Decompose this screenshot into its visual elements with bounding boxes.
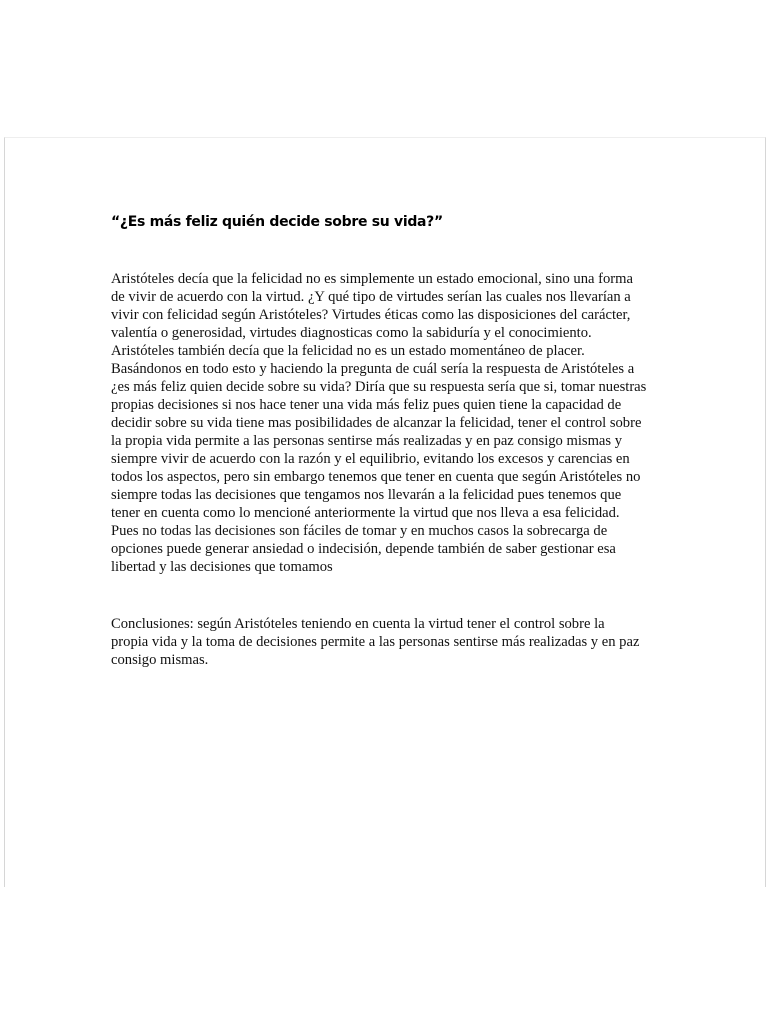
paragraph-line: todos los aspectos, pero sin embargo tenemos que tener en cuenta que según Aristóteles no [111,469,641,485]
conclusion-paragraph [111,615,678,669]
paragraph-line: valentía o generosidad, virtudes diagnosticas como la sabiduría y el conocimiento. [111,325,592,341]
main-paragraph [111,270,678,576]
paragraph-line: decidir sobre su vida tiene mas posibilidades de alcanzar la felicidad, tener el control sobre [111,415,642,431]
paragraph-line: libertad y las decisiones que tomamos [111,559,333,575]
paragraph-line: la propia vida permite a las personas sentirse más realizadas y en paz consigo mismas y [111,433,623,449]
paragraph-line: Aristóteles decía que la felicidad no es simplemente un estado emocional, sino una forma [111,271,633,287]
conclusion-line: consigo mismas. [111,652,209,668]
paragraph-line: siempre todas las decisiones que tengamos nos llevarán a la felicidad pues tenemos que [111,487,622,503]
conclusion-line: Conclusiones: según Aristóteles teniendo en cuenta la virtud tener el control sobre la [111,616,605,632]
paragraph-line: ¿es más feliz quien decide sobre su vida? Diría que su respuesta sería que si, tomar nuestras [111,379,647,395]
paragraph-line: de vivir de acuerdo con la virtud. ¿Y qué tipo de virtudes serían las cuales nos llevarían a [111,289,631,305]
document-title: “¿Es más feliz quién decide sobre su vida?” [111,214,443,230]
conclusion-line: propia vida y la toma de decisiones permite a las personas sentirse más realizadas y en paz [111,634,640,650]
paragraph-line: Pues no todas las decisiones son fáciles de tomar y en muchos casos la sobrecarga de [111,523,608,539]
paragraph-line: Basándonos en todo esto y haciendo la pregunta de cuál sería la respuesta de Aristóteles a [111,361,635,377]
paragraph-line: propias decisiones si nos hace tener una vida más feliz pues quien tiene la capacidad de [111,397,622,413]
paragraph-line: opciones puede generar ansiedad o indecisión, depende también de saber gestionar esa [111,541,616,557]
paragraph-line: vivir con felicidad según Aristóteles? Virtudes éticas como las disposiciones del carácter, [111,307,631,323]
paragraph-line: tener en cuenta como lo mencioné anteriormente la virtud que nos lleva a esa felicidad. [111,505,620,521]
paragraph-line: Aristóteles también decía que la felicidad no es un estado momentáneo de placer. [111,343,585,359]
paragraph-line: siempre vivir de acuerdo con la razón y el equilibrio, evitando los excesos y carencias en [111,451,630,467]
document-page [4,137,766,887]
